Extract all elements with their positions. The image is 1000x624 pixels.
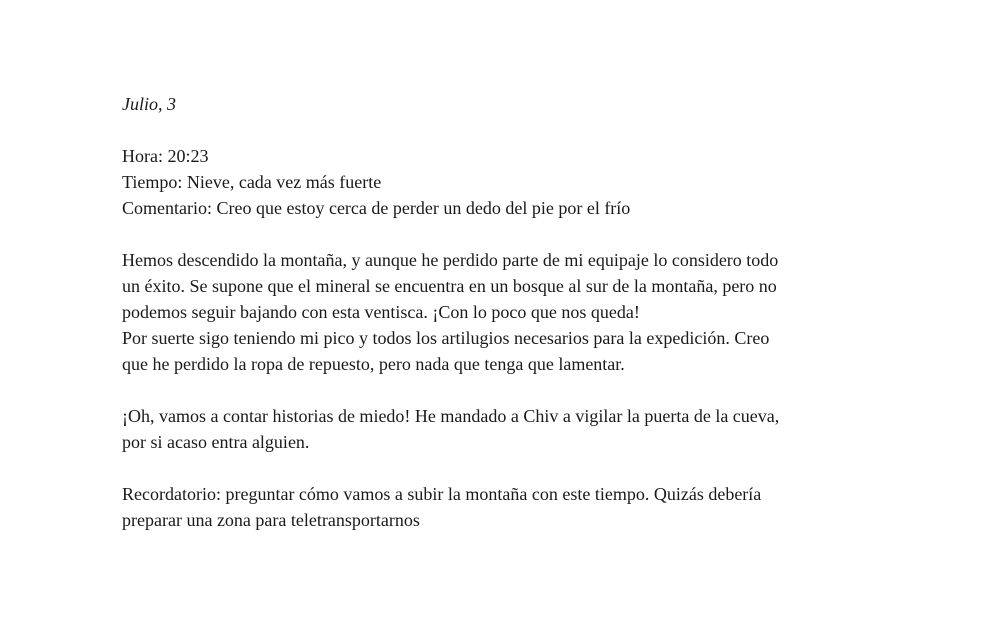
text-line: Recordatorio: preguntar cómo vamos a subir la montaña con este tiempo. Quizás debería bbox=[122, 484, 762, 504]
entry-weather: Tiempo: Nieve, cada vez más fuerte bbox=[122, 172, 382, 192]
paragraph-descent bbox=[122, 247, 882, 377]
text-line: Hemos descendido la montaña, y aunque he perdido parte de mi equipaje lo considero todo bbox=[122, 250, 779, 270]
text-line: un éxito. Se supone que el mineral se encuentra en un bosque al sur de la montaña, pero no bbox=[122, 276, 777, 296]
text-line: ¡Oh, vamos a contar historias de miedo! He mandado a Chiv a vigilar la puerta de la cueva, bbox=[122, 406, 780, 426]
text-line: podemos seguir bajando con esta ventisca. ¡Con lo poco que nos queda! bbox=[122, 302, 640, 322]
text-line: por si acaso entra alguien. bbox=[122, 432, 310, 452]
entry-time: Hora: 20:23 bbox=[122, 146, 209, 166]
text-line: que he perdido la ropa de repuesto, pero nada que tenga que lamentar. bbox=[122, 354, 625, 374]
text-line: preparar una zona para teletransportarnos bbox=[122, 510, 420, 530]
paragraph-stories bbox=[122, 403, 882, 455]
entry-comment: Comentario: Creo que estoy cerca de perder un dedo del pie por el frío bbox=[122, 198, 631, 218]
paragraph-reminder bbox=[122, 481, 882, 533]
journal-entry bbox=[122, 91, 882, 533]
text-line: Por suerte sigo teniendo mi pico y todos los artilugios necesarios para la expedición. Creo bbox=[122, 328, 770, 348]
entry-date: Julio, 3 bbox=[122, 94, 176, 114]
entry-metadata bbox=[122, 143, 882, 221]
